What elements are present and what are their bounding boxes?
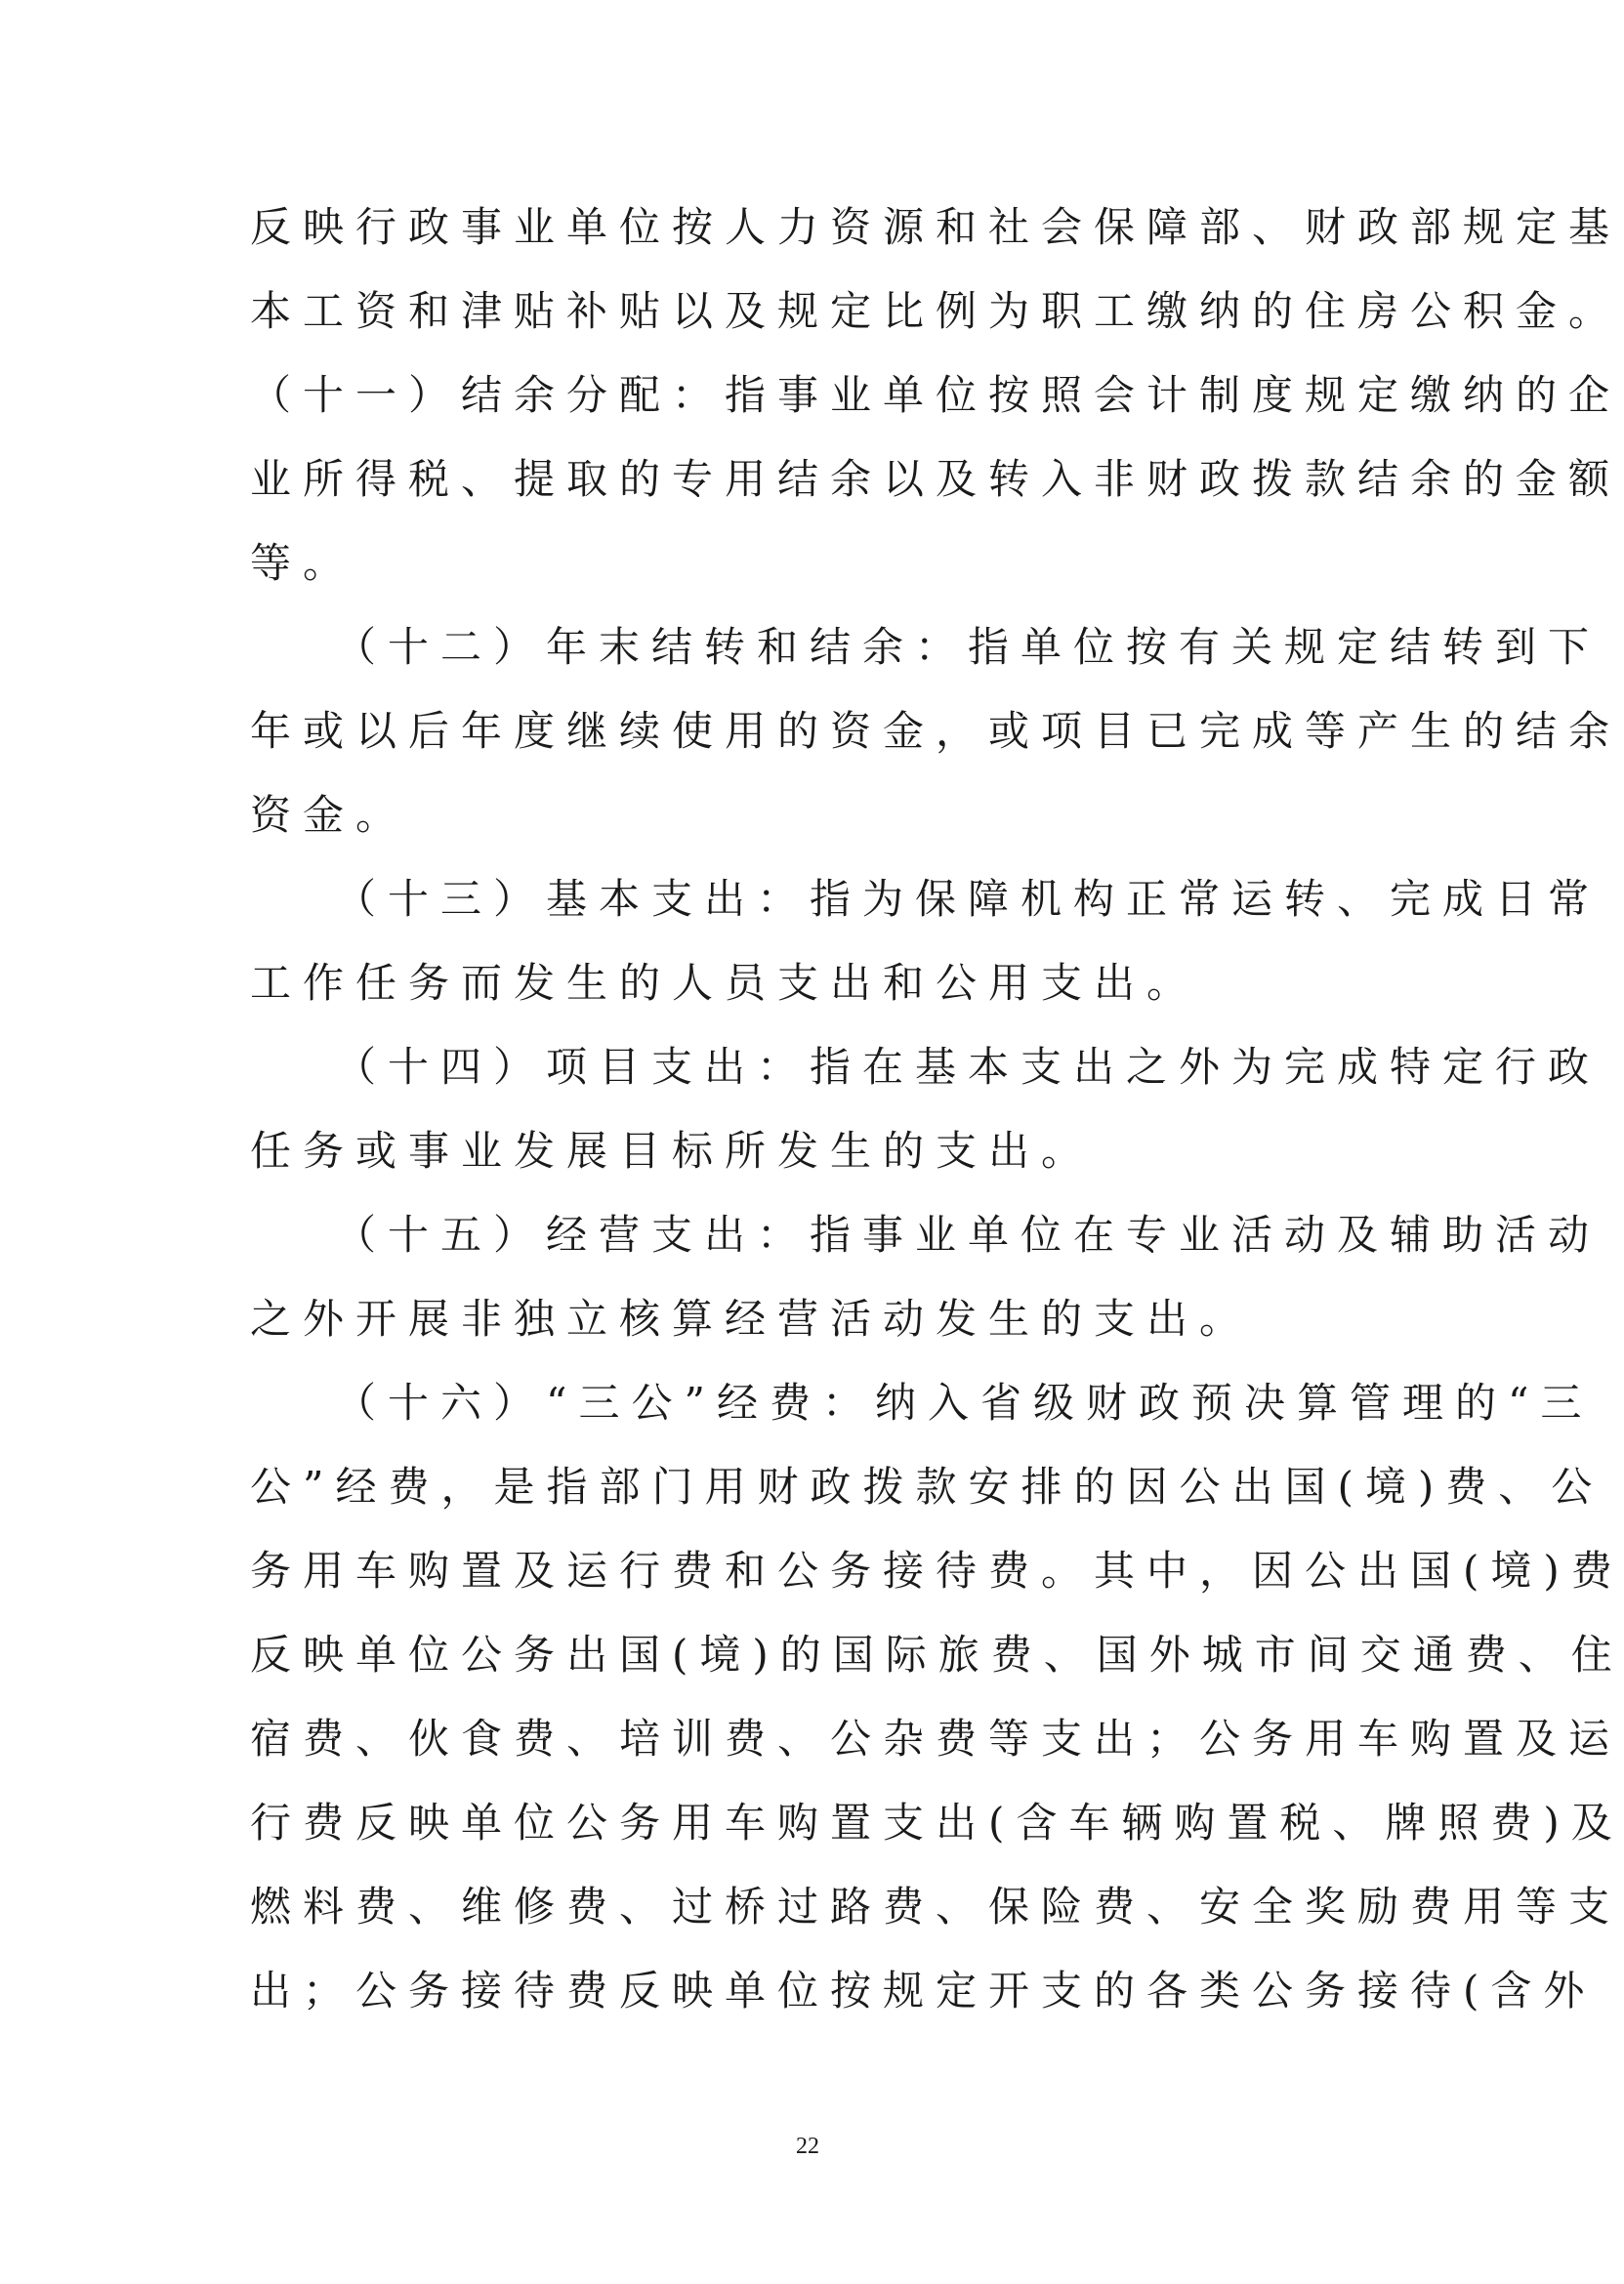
text-line: 等。 [250,539,356,587]
text-line: 任务或事业发展目标所发生的支出。 [250,1127,1095,1175]
text-line: 公”经费，是指部门用财政拨款安排的因公出国(境)费、公 [250,1463,1604,1511]
text-line: 资金。 [250,791,409,839]
text-line: （十一）结余分配：指事业单位按照会计制度规定缴纳的企 [250,371,1622,419]
text-line: 工作任务而发生的人员支出和公用支出。 [250,959,1200,1007]
text-line: 宿费、伙食费、培训费、公杂费等支出；公务用车购置及运 [250,1715,1622,1763]
page-number: 22 [796,2134,819,2159]
text-line: （十六）“三公”经费：纳入省级财政预决算管理的“三 [250,1379,1594,1427]
text-line: 反映行政事业单位按人力资源和社会保障部、财政部规定基 [250,203,1622,251]
text-line: （十二）年末结转和结余：指单位按有关规定结转到下 [250,623,1602,671]
text-line: （十三）基本支出：指为保障机构正常运转、完成日常 [250,875,1602,923]
text-line: 之外开展非独立核算经营活动发生的支出。 [250,1295,1253,1343]
text-line: 行费反映单位公务用车购置支出(含车辆购置税、牌照费)及 [250,1799,1624,1847]
text-line: 出；公务接待费反映单位按规定开支的各类公务接待(含外 [250,1967,1597,2014]
text-line: 业所得税、提取的专用结余以及转入非财政拨款结余的金额 [250,455,1622,503]
text-line: （十五）经营支出：指事业单位在专业活动及辅助活动 [250,1211,1602,1259]
text-line: 燃料费、维修费、过桥过路费、保险费、安全奖励费用等支 [250,1883,1622,1931]
text-line: 反映单位公务出国(境)的国际旅费、国外城市间交通费、住 [250,1631,1624,1679]
text-line: 本工资和津贴补贴以及规定比例为职工缴纳的住房公积金。 [250,287,1622,335]
text-line: （十四）项目支出：指在基本支出之外为完成特定行政 [250,1043,1602,1091]
text-line: 务用车购置及运行费和公务接待费。其中，因公出国(境)费 [250,1547,1624,1595]
text-line: 年或以后年度继续使用的资金，或项目已完成等产生的结余 [250,707,1622,755]
